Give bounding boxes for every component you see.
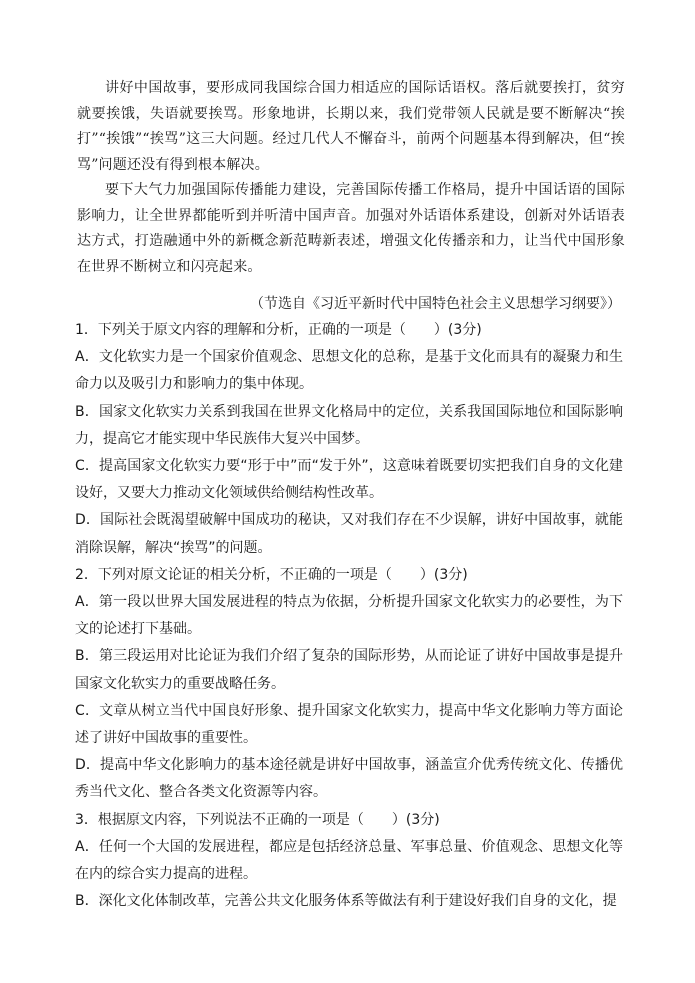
question-stem: 1．下列关于原文内容的理解和分析，正确的一项是（ ）(3分) xyxy=(75,322,482,338)
question-3 xyxy=(75,807,623,916)
option-a: A．第一段以世界大国发展进程的特点为依据，分析提升国家文化软实力的必要性，为下文的论述打下基础。 xyxy=(75,594,623,638)
question-stem: 3．根据原文内容，下列说法不正确的一项是（ ）(3分) xyxy=(75,811,440,828)
option-c: C．文章从树立当代中国良好形象、提升国家文化软实力，提高中华文化影响力等方面论述了讲好中国故事的重要性。 xyxy=(75,702,623,747)
option-d: D．国际社会既渴望破解中国成功的秘诀，又对我们存在不少误解，讲好中国故事，就能消除误解，解决“挨骂”的问题。 xyxy=(75,512,623,556)
option-a: A．任何一个大国的发展进程，都应是包括经济总量、军事总量、价值观念、思想文化等在内的综合实力提高的进程。 xyxy=(75,838,623,883)
option-d: D．提高中华文化影响力的基本途径就是讲好中国故事，涵盖宣介优秀传统文化、传播优秀当代文化、整合各类文化资源等内容。 xyxy=(75,757,623,801)
passage-paragraph-1: 讲好中国故事，要形成同我国综合国力相适应的国际话语权。落后就要挨打，贫穷就要挨饿，失语就要挨骂。形象地讲，长期以来，我们党带领人民就是要不断解决“挨打”“挨饿”“挨骂”这三大问题。经过几代人不懈奋斗，前两个问题基本得到解决，但“挨骂”问题还没有得到根本解决。 xyxy=(77,80,625,173)
option-c: C．提高国家文化软实力要“形于中”而“发于外”，这意味着既要切实把我们自身的文化建设好，又要大力推动文化领域供给侧结构性改革。 xyxy=(75,458,623,502)
question-list xyxy=(75,317,623,915)
option-b: B．深化文化体制改革，完善公共文化服务体系等做法有利于建设好我们自身的文化，提 xyxy=(75,893,617,910)
option-b: B．国家文化软实力关系到我国在世界文化格局中的定位，关系我国国际地位和国际影响力，提高它才能实现中华民族伟大复兴中国梦。 xyxy=(75,403,623,447)
option-b: B．第三段运用对比论证为我们介绍了复杂的国际形势，从而论证了讲好中国故事是提升国家文化软实力的重要战略任务。 xyxy=(75,648,623,692)
question-1 xyxy=(75,317,623,562)
option-a: A．文化软实力是一个国家价值观念、思想文化的总称，是基于文化而具有的凝聚力和生命力以及吸引力和影响力的集中体现。 xyxy=(75,349,623,393)
question-2 xyxy=(75,562,623,807)
question-stem: 2．下列对原文论证的相关分析，不正确的一项是（ ）(3分) xyxy=(75,566,468,583)
passage-source: （节选自《习近平新时代中国特色社会主义思想学习纲要》） xyxy=(250,296,621,312)
passage-excerpt xyxy=(77,76,625,280)
passage-paragraph-2: 要下大气力加强国际传播能力建设，完善国际传播工作格局，提升中国话语的国际影响力，让全世界都能听到并听清中国声音。加强对外话语体系建设，创新对外话语表达方式，打造融通中外的新概念新范畴新表述，增强文化传播亲和力，让当代中国形象在世界不断树立和闪亮起来。 xyxy=(77,182,625,275)
